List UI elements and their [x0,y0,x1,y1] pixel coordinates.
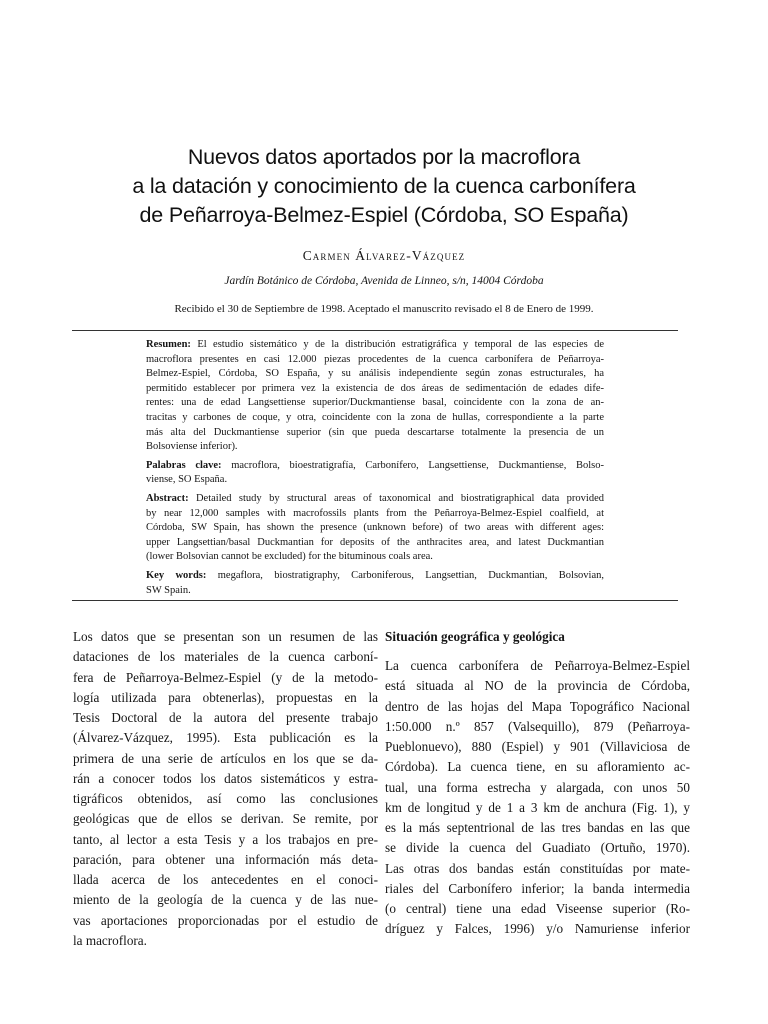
body-line: miento de la geología de la cuenca y de las nue- [73,892,378,908]
body-line: logía utilizada para obtenerlas), propuestas en la [73,689,378,705]
author-name: Carmen Álvarez-Vázquez [302,248,466,263]
resumen-line: Bolsoviense inferior). [146,441,238,453]
top-divider [72,330,678,331]
palabras-clave-label: Palabras clave: [146,459,222,471]
body-line: Tesis Doctoral de la autora del presente trabajo [73,710,378,725]
resumen-line: permitido establecer por primera vez la existencia de dos áreas de sedimentación de edades dife- [146,382,604,394]
key-words-label: Key words: [146,569,207,581]
abstract-label: Abstract: [146,492,189,504]
resumen-line: El estudio sistemático y de la distribución estratigráfica y temporal de las especies de [197,339,604,350]
key-words-paragraph [146,569,604,598]
body-left-column [73,627,378,951]
article-title [60,143,708,230]
body-line: tigráficos obtenidos, así como las conclusiones [73,791,378,806]
body-line: la macroflora. [73,932,147,948]
body-line: Pueblonuevo), 880 (Espiel) y 901 (Villaviciosa de [385,739,690,754]
body-line: llada acerca de los antecedentes en el conoci- [73,872,378,887]
title-line: de Peñarroya-Belmez-Espiel (Córdoba, SO España) [139,203,629,227]
key-words-line: SW Spain. [146,584,191,596]
body-line: Los datos que se presentan son un resumen de las [73,629,378,644]
body-line: rán a conocer todos los datos sistemáticos y estra- [73,770,378,786]
body-line: es la más septentrional de las tres bandas en las que [385,820,690,835]
body-line: km de longitud y de 1 a 3 km de anchura (Fig. 1), y [385,799,690,815]
body-line: está situada al NO de la provincia de Córdoba, [385,678,690,694]
body-line: La cuenca carbonífera de Peñarroya-Belmez-Espiel [385,658,690,673]
title-line: Nuevos datos aportados por la macroflora [187,145,581,169]
body-line: primera de una serie de artículos en los que se da- [73,750,378,766]
body-line: dataciones de los materiales de la cuenca carboní- [73,649,378,665]
resumen-paragraph [146,338,604,455]
palabras-clave-line: viense, SO España. [146,474,228,486]
abstract-line: upper Langsettian/basal Duckmantian for deposits of the anthracites area, and latest Duckmantian [146,536,604,548]
author-affiliation: Jardín Botánico de Córdoba, Avenida de Linneo, s/n, 14004 Córdoba [224,275,544,287]
abstract-line: Córdoba, SW Spain, has shown the presence (unknown before) of two areas with different ages: [146,522,604,534]
resumen-line: más alta del Duckmantiense superior (sin que pueda descartarse totalmente la presencia de un [146,426,604,438]
body-line: Las otras dos bandas están constituídas por mate- [385,860,690,876]
body-line: tanto, al lector a esta Tesis y a los trabajos en pre- [73,831,378,847]
abstract-line: Detailed study by structural areas of taxonomical and biostratigraphical data provided [195,492,604,504]
body-line: (Álvarez-Vázquez, 1995). Esta publicación es la [73,730,378,746]
body-line: (o central) tiene una edad Viseense superior (Ro- [385,901,690,916]
body-line: 1:50.000 n.º 857 (Valsequillo), 879 (Peñarroya- [385,718,690,734]
abstract-line: (lower Bolsovian cannot be excluded) for the bituminous coals area. [146,551,433,563]
body-line: Córdoba). La cuenca tiene, en su afloramiento ac- [385,759,690,775]
section-heading: Situación geográfica y geológica [385,629,565,644]
resumen-line: Belmez-Espiel, Córdoba, SO España, y su análisis independiente según zonas estructurales, ha [146,368,604,380]
body-line: vas aportaciones proporcionadas por el estudio de [73,912,378,928]
body-line: paración, para obtener una información más deta- [73,851,378,867]
body-line: dríguez y Falces, 1996) y/o Namuriense inferior [385,921,690,937]
title-line: a la datación y conocimiento de la cuenca carbonífera [132,174,636,198]
body-line: riales del Carbonífero inferior; la banda intermedia [385,880,690,896]
resumen-line: tracitas y carbones de coque, y otra, coincidente con la zona de hullas, correspondiente a la parte [146,411,604,423]
body-line: geológicas que de ellos se derivan. Se remite, por [73,811,378,827]
body-line: se divide la cuenca del Guadiato (Ortuño, 1970). [385,840,690,856]
resumen-line: macroflora presentes en casi 12.000 piezas procedentes de la cuenca carbonífera de Peñarroya- [146,353,604,365]
resumen-line: rentes: una de edad Langsettiense superior/Duckmantiense basal, coincidente con la zona de an- [146,397,604,409]
resumen-label: Resumen: [146,339,191,350]
body-line: tual, una forma estrecha y alargada, con unos 50 [385,779,690,795]
body-right-column [385,627,690,940]
key-words-line: megaflora, biostratigraphy, Carboniferous, Langsettian, Duckmantian, Bolsovian, [217,569,604,581]
abstract-line: by near 12,000 samples with macrofossils plants from the Peñarroya-Belmez-Espiel coalfield, at [146,507,604,519]
abstract-block [146,338,604,602]
received-dates: Recibido el 30 de Septiembre de 1998. Aceptado el manuscrito revisado el 8 de Enero de 1999. [174,303,594,315]
english-abstract-paragraph [146,492,604,565]
bottom-divider [72,600,678,601]
body-line: fera de Peñarroya-Belmez-Espiel (y de la metodo- [73,669,378,685]
palabras-clave-paragraph [146,459,604,488]
palabras-clave-line: macroflora, bioestratigrafía, Carbonífero, Langsettiense, Duckmantiense, Bolso- [231,459,604,471]
body-line: dentro de las hojas del Mapa Topográfico Nacional [385,698,690,714]
